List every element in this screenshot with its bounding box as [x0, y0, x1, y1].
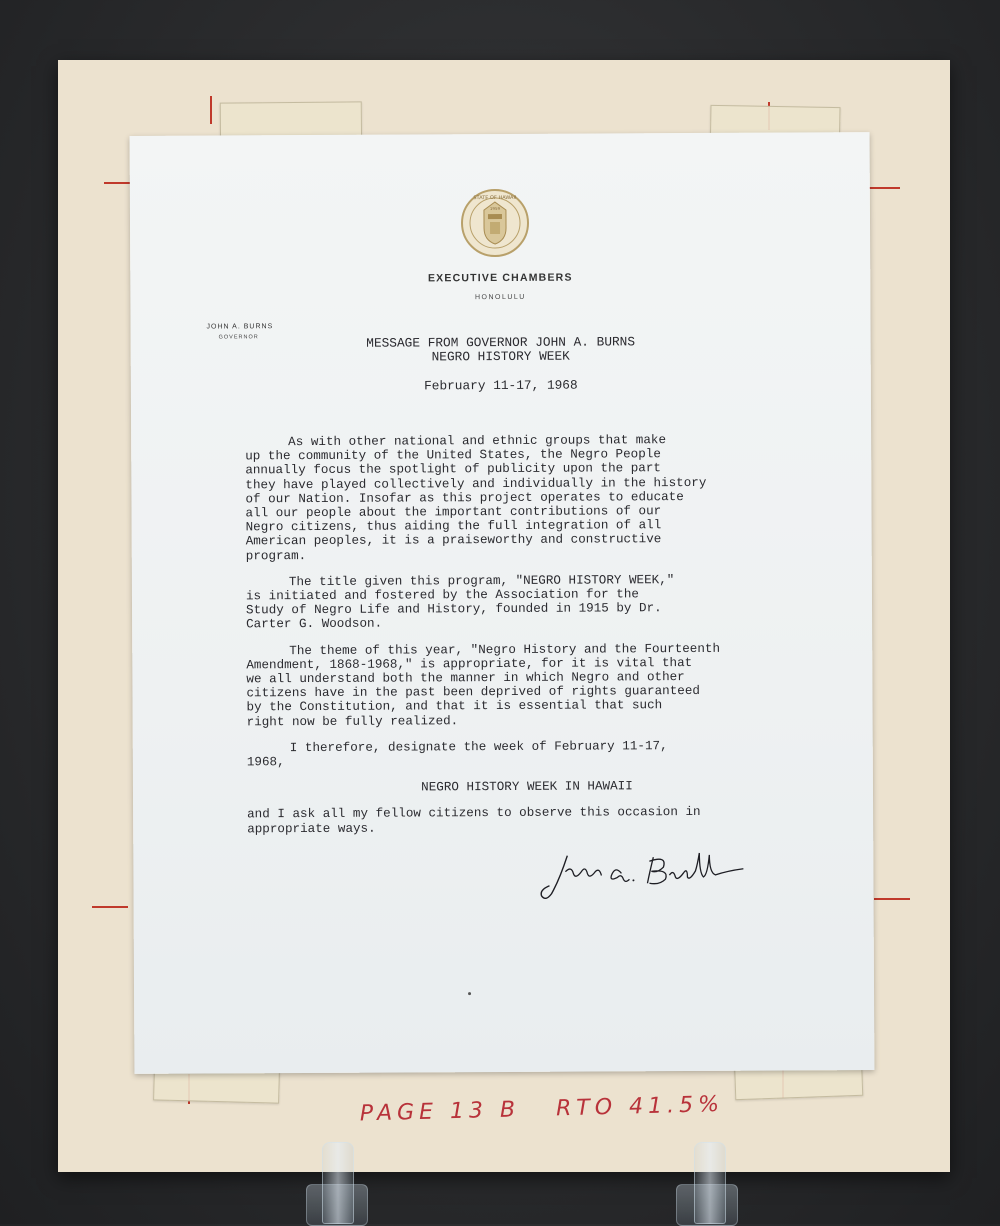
- crop-mark: [92, 906, 128, 908]
- paragraph: As with other national and ethnic groups that make up the community of the United States, the Negro People annually focus the spotlight of publicity upon the part they have played collectively and individually in the history of our Nation. Insofar as this project operates to educate all our people about the important contributions of our Negro citizens, thus aiding the full integration of all American peoples, it is a praiseworthy and constructive program.: [245, 433, 707, 563]
- message-date: February 11-17, 1968: [424, 377, 578, 394]
- message-body: [245, 432, 807, 848]
- letterhead-office: EXECUTIVE CHAMBERS: [427, 271, 573, 285]
- letter-sheet: [130, 132, 875, 1074]
- page-annotation: PAGE 13 B: [359, 1097, 521, 1127]
- crop-mark: [874, 898, 910, 900]
- message-title-line2: NEGRO HISTORY WEEK: [431, 348, 570, 365]
- crop-mark: [210, 96, 212, 124]
- message-title-line1: MESSAGE FROM GOVERNOR JOHN A. BURNS: [366, 334, 636, 351]
- rto-annotation: RTO 41.5%: [555, 1091, 725, 1122]
- message-title: [131, 334, 871, 366]
- paragraph: The title given this program, "NEGRO HISTORY WEEK," is initiated and fostered by the Association for the Study of Negro Life and History, founded in 1915 by Dr. Carter G. Woodson.: [245, 572, 675, 632]
- governor-signature: [537, 849, 747, 906]
- paragraph: I therefore, designate the week of February 11-17, 1968,: [246, 738, 668, 770]
- svg-text:STATE OF HAWAII: STATE OF HAWAII: [473, 194, 517, 202]
- closing-paragraph: and I ask all my fellow citizens to observe this occasion in appropriate ways.: [247, 805, 701, 837]
- svg-text:1959: 1959: [489, 206, 501, 212]
- proclamation-line: NEGRO HISTORY WEEK IN HAWAII: [421, 779, 633, 795]
- paper-dot: [468, 992, 471, 995]
- state-seal-icon: [460, 188, 530, 258]
- display-stand-right: [694, 1142, 726, 1224]
- governor-name: JOHN A. BURNS: [206, 323, 274, 331]
- letterhead-city: HONOLULU: [474, 293, 526, 302]
- governor-title: GOVERNOR: [218, 334, 259, 341]
- paragraph: The theme of this year, "Negro History and the Fourteenth Amendment, 1868-1968," is appropriate, for it is vital that we all understand both the manner in which Negro and other citizens have in the past been deprived of rights guaranteed by the Constitution, and that it is essential that such right now be fully realized.: [246, 641, 721, 729]
- display-stand-left: [322, 1142, 354, 1224]
